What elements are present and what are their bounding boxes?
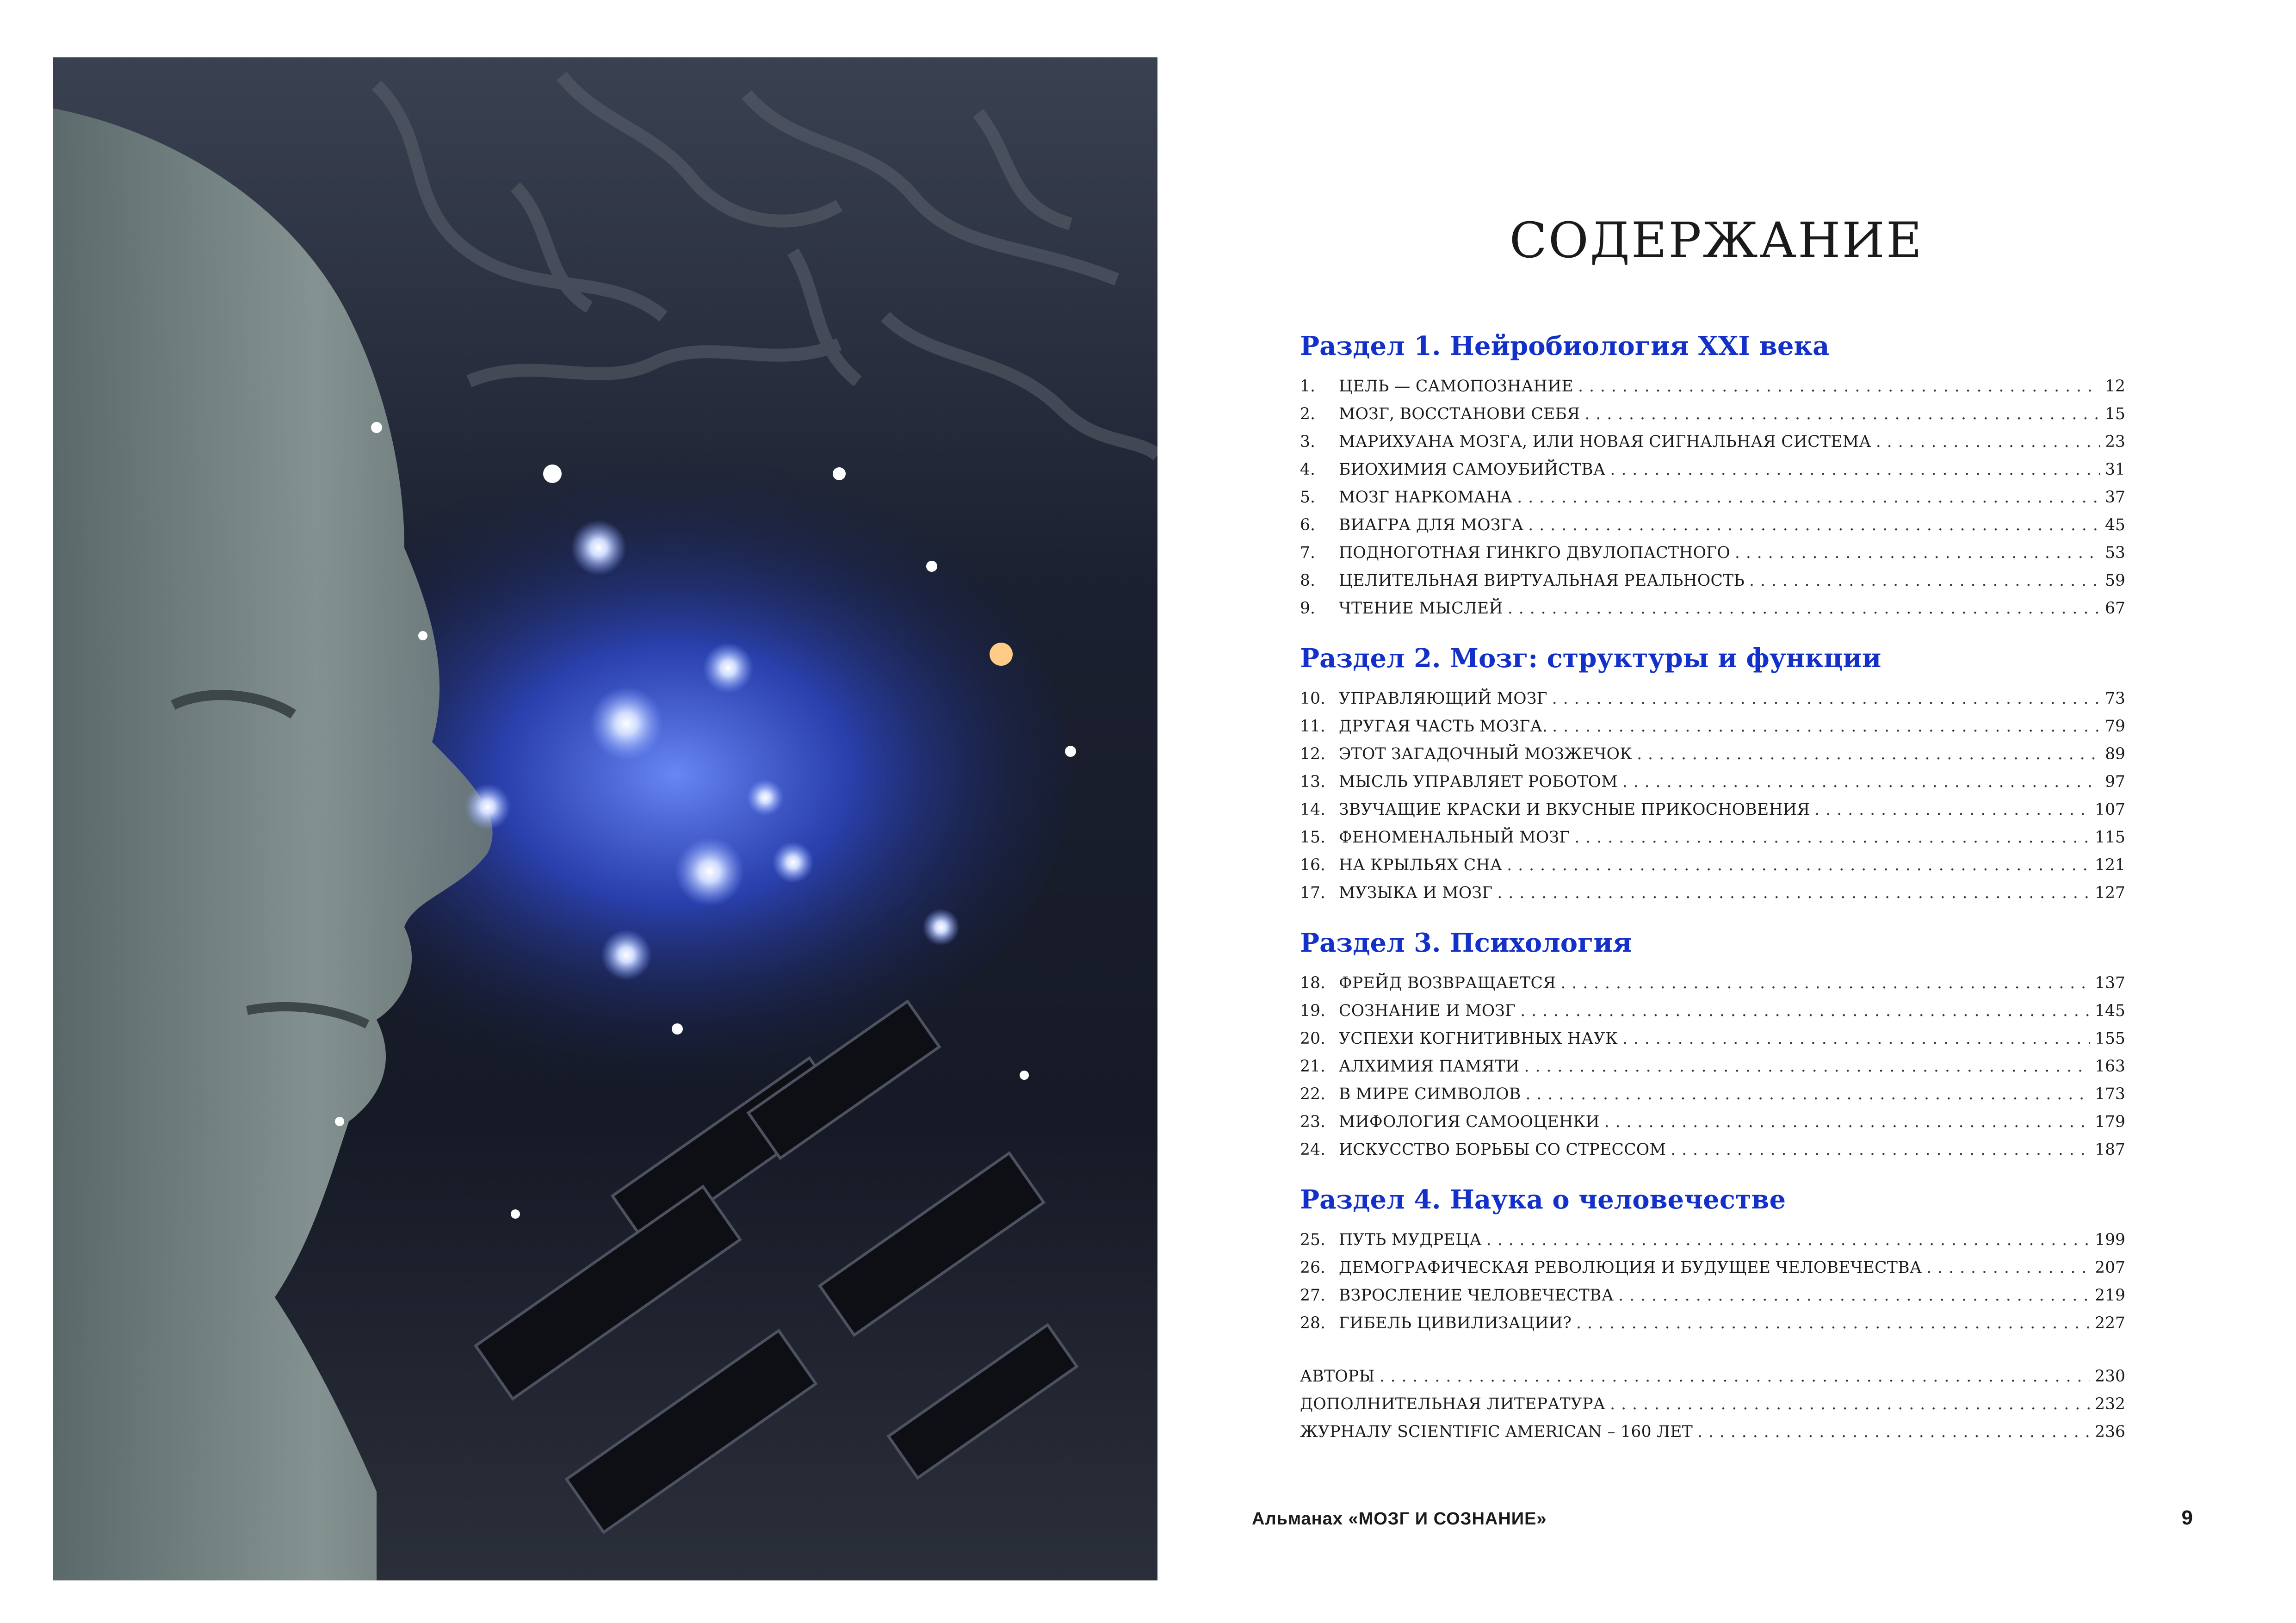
- dot-leader: [1497, 879, 2090, 907]
- entry-title: ЗВУЧАЩИЕ КРАСКИ И ВКУСНЫЕ ПРИКОСНОВЕНИЯ: [1339, 800, 1810, 819]
- entry-page: 59: [2105, 571, 2125, 590]
- entry-page: 45: [2105, 516, 2125, 534]
- dot-leader: [1552, 712, 2100, 740]
- toc-entry[interactable]: [1300, 372, 2125, 400]
- entry-page: 121: [2095, 856, 2125, 874]
- dot-leader: [1552, 685, 2100, 712]
- dot-leader: [1524, 1053, 2091, 1080]
- entry-title: АВТОРЫ: [1300, 1367, 1375, 1386]
- entry-number: 13.: [1300, 773, 1325, 791]
- entry-title: МОЗГ, ВОССТАНОВИ СЕБЯ: [1339, 405, 1580, 423]
- entry-number: 12.: [1300, 745, 1325, 763]
- entry-number: 6.: [1300, 516, 1315, 534]
- toc-entry[interactable]: [1300, 1254, 2125, 1282]
- entry-number: 20.: [1300, 1029, 1325, 1048]
- dot-leader: [1486, 1226, 2090, 1254]
- entry-number: 3.: [1300, 433, 1315, 451]
- entry-page: 89: [2105, 745, 2125, 763]
- entry-title: УПРАВЛЯЮЩИЙ МОЗГ: [1339, 689, 1547, 708]
- entry-number: 15.: [1300, 828, 1325, 847]
- entry-title: ДЕМОГРАФИЧЕСКАЯ РЕВОЛЮЦИЯ И БУДУЩЕЕ ЧЕЛОВЕЧЕСТВА: [1339, 1258, 1922, 1277]
- toc-entry[interactable]: [1300, 567, 2125, 595]
- toc-entry[interactable]: [1300, 428, 2125, 456]
- toc-entry[interactable]: [1300, 1226, 2125, 1254]
- entry-number: 9.: [1300, 599, 1315, 618]
- dot-leader: [1508, 595, 2100, 622]
- entry-page: 12: [2105, 377, 2125, 396]
- entry-page: 145: [2095, 1002, 2125, 1020]
- entry-title: ЭТОТ ЗАГАДОЧНЫЙ МОЗЖЕЧОК: [1339, 745, 1633, 763]
- entry-number: 22.: [1300, 1085, 1325, 1103]
- entry-page: 173: [2095, 1085, 2125, 1103]
- entry-page: 37: [2105, 488, 2125, 507]
- entry-title: ФЕНОМЕНАЛЬНЫЙ МОЗГ: [1339, 828, 1570, 847]
- entry-page: 97: [2105, 773, 2125, 791]
- entry-number: 1.: [1300, 377, 1315, 396]
- dot-leader: [1926, 1254, 2090, 1282]
- entry-page: 115: [2095, 828, 2125, 847]
- toc-entry[interactable]: [1300, 685, 2125, 712]
- entry-page: 155: [2095, 1029, 2125, 1048]
- entry-title: ДОПОЛНИТЕЛЬНАЯ ЛИТЕРАТУРА: [1300, 1395, 1606, 1413]
- entry-title: УСПЕХИ КОГНИТИВНЫХ НАУК: [1339, 1029, 1618, 1048]
- toc-entry[interactable]: [1300, 511, 2125, 539]
- dot-leader: [1622, 768, 2100, 796]
- entry-page: 230: [2095, 1367, 2125, 1386]
- entry-title: МУЗЫКА И МОЗГ: [1339, 884, 1493, 902]
- entry-title: ДРУГАЯ ЧАСТЬ МОЗГА.: [1339, 717, 1548, 736]
- toc-entry[interactable]: [1300, 712, 2125, 740]
- entry-title: ИСКУССТВО БОРЬБЫ СО СТРЕССОМ: [1339, 1140, 1666, 1159]
- dot-leader: [1671, 1136, 2090, 1164]
- dot-leader: [1749, 567, 2100, 595]
- dot-leader: [1584, 400, 2100, 428]
- toc-entry[interactable]: [1300, 1025, 2125, 1053]
- toc-extra-entry[interactable]: [1300, 1363, 2125, 1390]
- entry-number: 28.: [1300, 1314, 1325, 1332]
- entry-number: 23.: [1300, 1113, 1325, 1131]
- entry-number: 16.: [1300, 856, 1325, 874]
- entry-number: 5.: [1300, 488, 1315, 507]
- dot-leader: [1697, 1418, 2090, 1446]
- dot-leader: [1517, 483, 2100, 511]
- entry-number: 8.: [1300, 571, 1315, 590]
- dot-leader: [1814, 796, 2090, 824]
- dot-leader: [1578, 372, 2100, 400]
- dot-leader: [1507, 851, 2090, 879]
- artwork-svg: [53, 57, 1157, 1580]
- entry-page: 236: [2095, 1423, 2125, 1441]
- entry-page: 219: [2095, 1286, 2125, 1305]
- entry-page: 137: [2095, 974, 2125, 992]
- toc-entry[interactable]: [1300, 796, 2125, 824]
- dot-leader: [1604, 1108, 2090, 1136]
- toc-extra-entry[interactable]: [1300, 1390, 2125, 1418]
- running-footer-title: Альманах «МОЗГ И СОЗНАНИЕ»: [1252, 1509, 1547, 1529]
- entry-number: 2.: [1300, 405, 1315, 423]
- entry-number: 18.: [1300, 974, 1325, 992]
- entry-number: 10.: [1300, 689, 1325, 708]
- toc-extra-entry[interactable]: [1300, 1418, 2125, 1446]
- dot-leader: [1618, 1282, 2090, 1309]
- toc-entry[interactable]: [1300, 1309, 2125, 1337]
- toc-entry[interactable]: [1300, 879, 2125, 907]
- entry-page: 187: [2095, 1140, 2125, 1159]
- entry-number: 21.: [1300, 1057, 1325, 1076]
- entry-title: ПУТЬ МУДРЕЦА: [1339, 1231, 1482, 1249]
- entry-number: 24.: [1300, 1140, 1325, 1159]
- toc-title: СОДЕРЖАНИЕ: [1509, 212, 1924, 269]
- toc-entry[interactable]: [1300, 1282, 2125, 1309]
- entry-number: 25.: [1300, 1231, 1325, 1249]
- entry-title: ЦЕЛИТЕЛЬНАЯ ВИРТУАЛЬНАЯ РЕАЛЬНОСТЬ: [1339, 571, 1745, 590]
- section-heading: Раздел 3. Психология: [1300, 928, 1632, 958]
- entry-page: 179: [2095, 1113, 2125, 1131]
- toc-entry[interactable]: [1300, 997, 2125, 1025]
- toc-entry[interactable]: [1300, 400, 2125, 428]
- dot-leader: [1735, 539, 2100, 567]
- entry-number: 4.: [1300, 460, 1315, 479]
- entry-title: СОЗНАНИЕ И МОЗГ: [1339, 1002, 1516, 1020]
- entry-number: 7.: [1300, 544, 1315, 562]
- toc-entry[interactable]: [1300, 539, 2125, 567]
- toc-entry[interactable]: [1300, 595, 2125, 622]
- section-heading: Раздел 2. Мозг: структуры и функции: [1300, 643, 1881, 674]
- toc-entry[interactable]: [1300, 740, 2125, 768]
- entry-page: 67: [2105, 599, 2125, 618]
- dot-leader: [1622, 1025, 2090, 1053]
- entry-page: 79: [2105, 717, 2125, 736]
- dot-leader: [1380, 1363, 2090, 1390]
- entry-page: 31: [2105, 460, 2125, 479]
- entry-title: ЧТЕНИЕ МЫСЛЕЙ: [1339, 599, 1503, 618]
- entry-title: ЖУРНАЛУ SCIENTIFIC AMERICAN – 160 ЛЕТ: [1300, 1423, 1693, 1441]
- toc-entry[interactable]: [1300, 483, 2125, 511]
- entry-title: ВЗРОСЛЕНИЕ ЧЕЛОВЕЧЕСТВА: [1339, 1286, 1614, 1305]
- entry-number: 14.: [1300, 800, 1325, 819]
- entry-title: АЛХИМИЯ ПАМЯТИ: [1339, 1057, 1520, 1076]
- entry-title: ЦЕЛЬ — САМОПОЗНАНИЕ: [1339, 377, 1574, 396]
- entry-title: МИФОЛОГИЯ САМООЦЕНКИ: [1339, 1113, 1600, 1131]
- dot-leader: [1610, 456, 2100, 483]
- toc-entry[interactable]: [1300, 456, 2125, 483]
- entry-number: 17.: [1300, 884, 1325, 902]
- entry-number: 26.: [1300, 1258, 1325, 1277]
- entry-page: 232: [2095, 1395, 2125, 1413]
- toc-entry[interactable]: [1300, 851, 2125, 879]
- entry-title: ПОДНОГОТНАЯ ГИНКГО ДВУЛОПАСТНОГО: [1339, 544, 1730, 562]
- toc-entry[interactable]: [1300, 1136, 2125, 1164]
- entry-title: ВИАГРА ДЛЯ МОЗГА: [1339, 516, 1524, 534]
- entry-page: 227: [2095, 1314, 2125, 1332]
- entry-page: 107: [2095, 800, 2125, 819]
- entry-title: БИОХИМИЯ САМОУБИЙСТВА: [1339, 460, 1606, 479]
- toc-entry[interactable]: [1300, 969, 2125, 997]
- toc-entry[interactable]: [1300, 1053, 2125, 1080]
- dot-leader: [1525, 1080, 2090, 1108]
- entry-page: 23: [2105, 433, 2125, 451]
- entry-title: НА КРЫЛЬЯХ СНА: [1339, 856, 1503, 874]
- entry-page: 163: [2095, 1057, 2125, 1076]
- page-number: 9: [2181, 1506, 2193, 1529]
- entry-number: 19.: [1300, 1002, 1325, 1020]
- entry-number: 27.: [1300, 1286, 1325, 1305]
- dot-leader: [1528, 511, 2100, 539]
- toc-entry[interactable]: [1300, 1108, 2125, 1136]
- dot-leader: [1876, 428, 2100, 456]
- entry-title: МАРИХУАНА МОЗГА, ИЛИ НОВАЯ СИГНАЛЬНАЯ СИСТЕМА: [1339, 433, 1871, 451]
- toc-entry[interactable]: [1300, 768, 2125, 796]
- entry-title: ФРЕЙД ВОЗВРАЩАЕТСЯ: [1339, 974, 1556, 992]
- toc-entry[interactable]: [1300, 1080, 2125, 1108]
- entry-page: 15: [2105, 405, 2125, 423]
- entry-title: В МИРЕ СИМВОЛОВ: [1339, 1085, 1521, 1103]
- entry-page: 199: [2095, 1231, 2125, 1249]
- dot-leader: [1610, 1390, 2090, 1418]
- entry-page: 127: [2095, 884, 2125, 902]
- entry-title: МОЗГ НАРКОМАНА: [1339, 488, 1513, 507]
- entry-page: 207: [2095, 1258, 2125, 1277]
- entry-title: МЫСЛЬ УПРАВЛЯЕТ РОБОТОМ: [1339, 773, 1618, 791]
- toc-entry[interactable]: [1300, 824, 2125, 851]
- cover-artwork: [53, 57, 1157, 1580]
- dot-leader: [1560, 969, 2090, 997]
- dot-leader: [1576, 1309, 2090, 1337]
- entry-page: 73: [2105, 689, 2125, 708]
- dot-leader: [1574, 824, 2090, 851]
- entry-number: 11.: [1300, 717, 1325, 736]
- section-heading: Раздел 1. Нейробиология XXI века: [1300, 331, 1830, 361]
- entry-title: ГИБЕЛЬ ЦИВИЛИЗАЦИИ?: [1339, 1314, 1572, 1332]
- section-heading: Раздел 4. Наука о человечестве: [1300, 1184, 1786, 1215]
- entry-page: 53: [2105, 544, 2125, 562]
- dot-leader: [1520, 997, 2090, 1025]
- dot-leader: [1637, 740, 2100, 768]
- table-of-contents: [1300, 0, 2133, 1623]
